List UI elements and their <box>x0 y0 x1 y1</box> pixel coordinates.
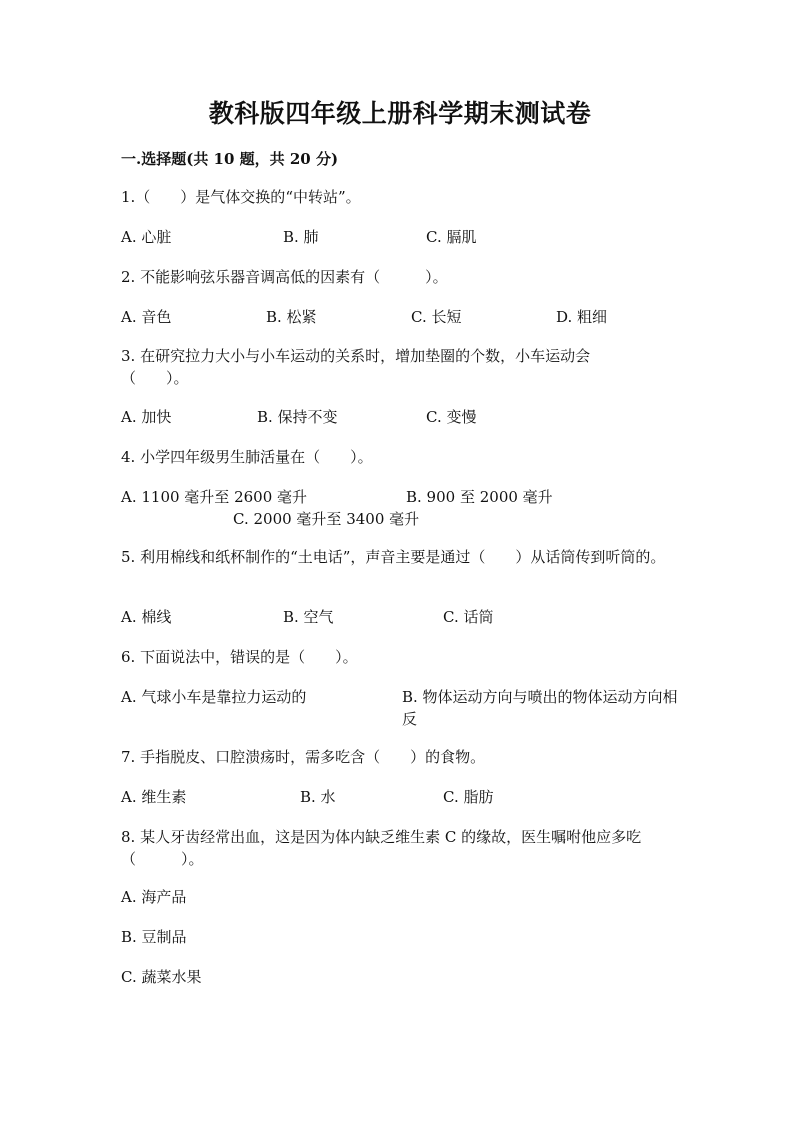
question-7-option-a: A. 维生素 <box>121 788 187 806</box>
question-7-stem: 7. 手指脱皮、口腔溃疡时，需多吃含（ ）的食物。 <box>121 748 486 766</box>
section-title: 一.选择题(共 10 题，共 20 分) <box>121 150 339 168</box>
question-8-option-b: B. 豆制品 <box>121 928 187 946</box>
page-title: 教科版四年级上册科学期末测试卷 <box>208 99 592 128</box>
question-2-option-a: A. 音色 <box>121 308 172 326</box>
question-2-stem: 2. 不能影响弦乐器音调高低的因素有（ ）。 <box>121 268 448 286</box>
question-5-stem: 5. 利用棉线和纸杯制作的“土电话”，声音主要是通过（ ）从话筒传到听筒的。 <box>121 548 666 566</box>
question-8-stem: 8. 某人牙齿经常出血，这是因为体内缺乏维生素 C 的缘故，医生嘱咐他应多吃（ ）。 <box>121 828 642 868</box>
question-1-option-c: C. 膈肌 <box>426 228 477 246</box>
question-5-option-a: A. 棉线 <box>121 608 172 626</box>
question-4-stem: 4. 小学四年级男生肺活量在（ ）。 <box>121 448 373 466</box>
question-4-option-b: B. 900 至 2000 毫升 <box>406 488 553 506</box>
question-8-option-c: C. 蔬菜水果 <box>121 968 202 986</box>
question-4-option-c: C. 2000 毫升至 3400 毫升 <box>233 510 420 528</box>
question-1-option-b: B. 肺 <box>283 228 319 246</box>
question-8-option-a: A. 海产品 <box>121 888 187 906</box>
question-6-stem: 6. 下面说法中，错误的是（ ）。 <box>121 648 358 666</box>
question-1-option-a: A. 心脏 <box>121 228 172 246</box>
question-3-option-a: A. 加快 <box>121 408 172 426</box>
question-5-option-c: C. 话筒 <box>443 608 494 626</box>
question-2-option-c: C. 长短 <box>411 308 462 326</box>
question-2-option-d: D. 粗细 <box>556 308 608 326</box>
question-2-option-b: B. 松紧 <box>266 308 317 326</box>
question-7-option-c: C. 脂肪 <box>443 788 494 806</box>
question-7-option-b: B. 水 <box>300 788 336 806</box>
question-6-option-b: B. 物体运动方向与喷出的物体运动方向相反 <box>402 688 678 728</box>
question-5-option-b: B. 空气 <box>283 608 334 626</box>
question-3-option-c: C. 变慢 <box>426 408 477 426</box>
question-1-stem: 1.（ ）是气体交换的“中转站”。 <box>121 188 361 206</box>
question-3-option-b: B. 保持不变 <box>257 408 338 426</box>
question-6-option-a: A. 气球小车是靠拉力运动的 <box>121 688 307 706</box>
question-3-stem: 3. 在研究拉力大小与小车运动的关系时，增加垫圈的个数，小车运动会（ ）。 <box>121 347 591 387</box>
question-4-option-a: A. 1100 毫升至 2600 毫升 <box>121 488 308 506</box>
